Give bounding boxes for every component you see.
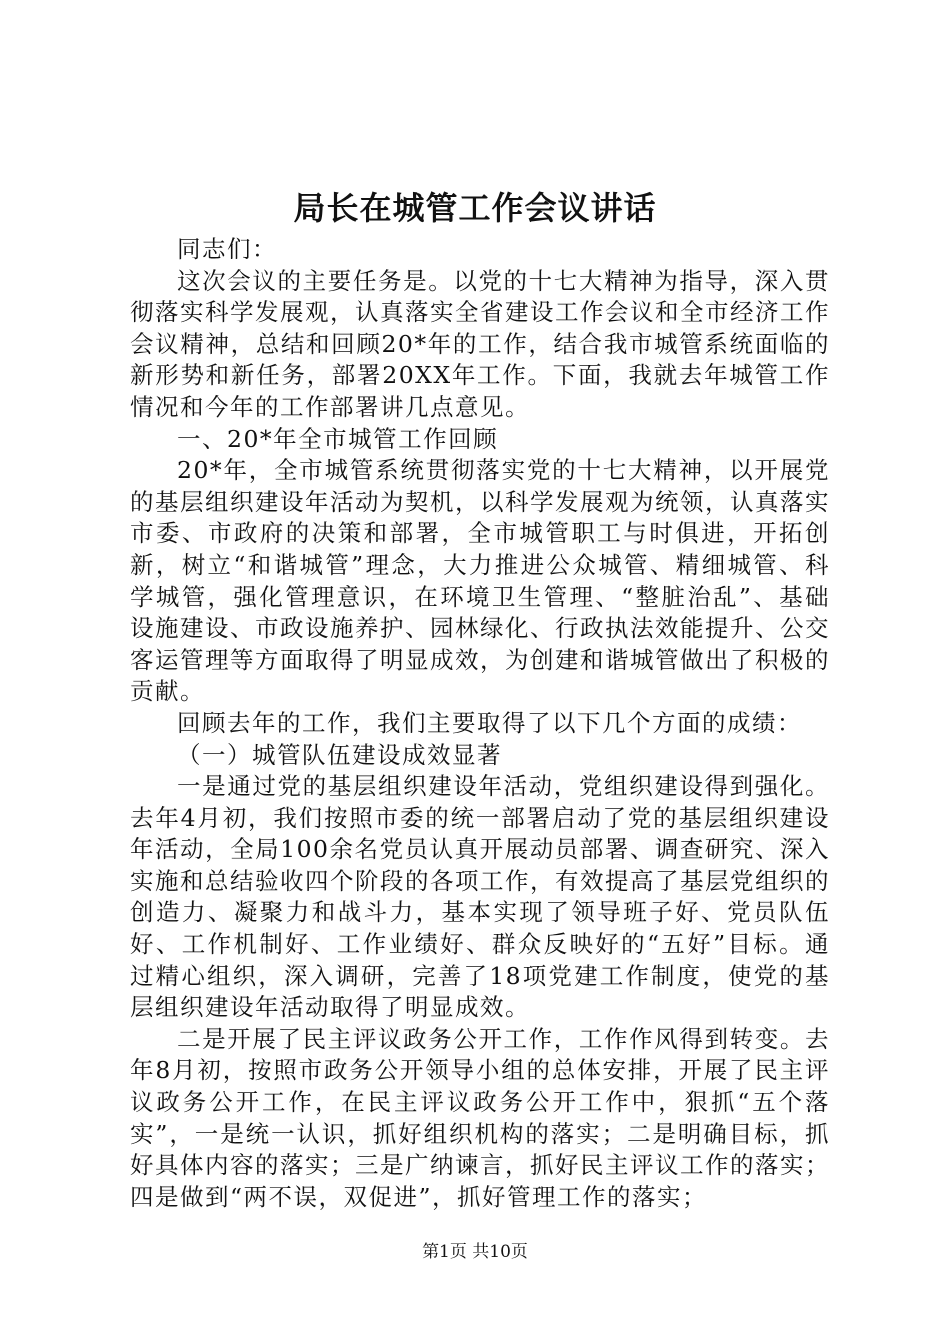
paragraph-party-building: 一是通过党的基层组织建设年活动，党组织建设得到强化。去年4月初，我们按照市委的统一部署启动了党的基层组织建设年活动，全局100余名党员认真开展动员部署、调查研究、深入实施和总结验收四个阶段的各项工作，有效提高了基层党组织的创造力、凝聚力和战斗力，基本实现了领导班子好、党员队伍好、工作机制好、工作业绩好、群众反映好的“五好”目标。通过精心组织，深入调研，完善了18项党建工作制度，使党的基层组织建设年活动取得了明显成效。: [130, 772, 830, 1022]
paragraph-review-summary: 20*年，全市城管系统贯彻落实党的十七大精神，以开展党的基层组织建设年活动为契机，以科学发展观为统领，认真落实市委、市政府的决策和部署，全市城管职工与时俱进，开拓创新，树立“和谐城管”理念，大力推进公众城管、精细城管、科学城管，强化管理意识，在环境卫生管理、“整脏治乱”、基础设施建设、市政设施养护、园林绿化、行政执法效能提升、公交客运管理等方面取得了明显成效，为创建和谐城管做出了积极的贡献。: [130, 456, 830, 706]
paragraph-intro: 这次会议的主要任务是。以党的十七大精神为指导，深入贯彻落实科学发展观，认真落实全省建设工作会议和全市经济工作会议精神，总结和回顾20*年的工作，结合我市城管系统面临的新形势和新任务，部署20XX年工作。下面，我就去年城管工作情况和今年的工作部署讲几点意见。: [130, 266, 830, 421]
subsection-heading-team: （一）城管队伍建设成效显著: [177, 740, 502, 769]
salutation: 同志们：: [177, 235, 277, 263]
paragraph-government-affairs: 二是开展了民主评议政务公开工作，工作作风得到转变。去年8月初，按照市政务公开领导小组的总体安排，开展了民主评议政务公开工作，在民主评议政务公开工作中，狠抓“五个落实”，一是统一认识，抓好组织机构的落实；二是明确目标，抓好具体内容的落实；三是广纳谏言，抓好民主评议工作的落实；四是做到“两不误，双促进”，抓好管理工作的落实；: [130, 1024, 830, 1211]
paragraph-achievements-lead: 回顾去年的工作，我们主要取得了以下几个方面的成绩：: [177, 708, 802, 737]
section-heading-review: 一、20*年全市城管工作回顾: [177, 424, 499, 453]
document-body: [130, 234, 830, 1213]
page-number-footer: 第1页 共10页: [422, 1242, 528, 1262]
document-title: 局长在城管工作会议讲话: [293, 189, 657, 227]
